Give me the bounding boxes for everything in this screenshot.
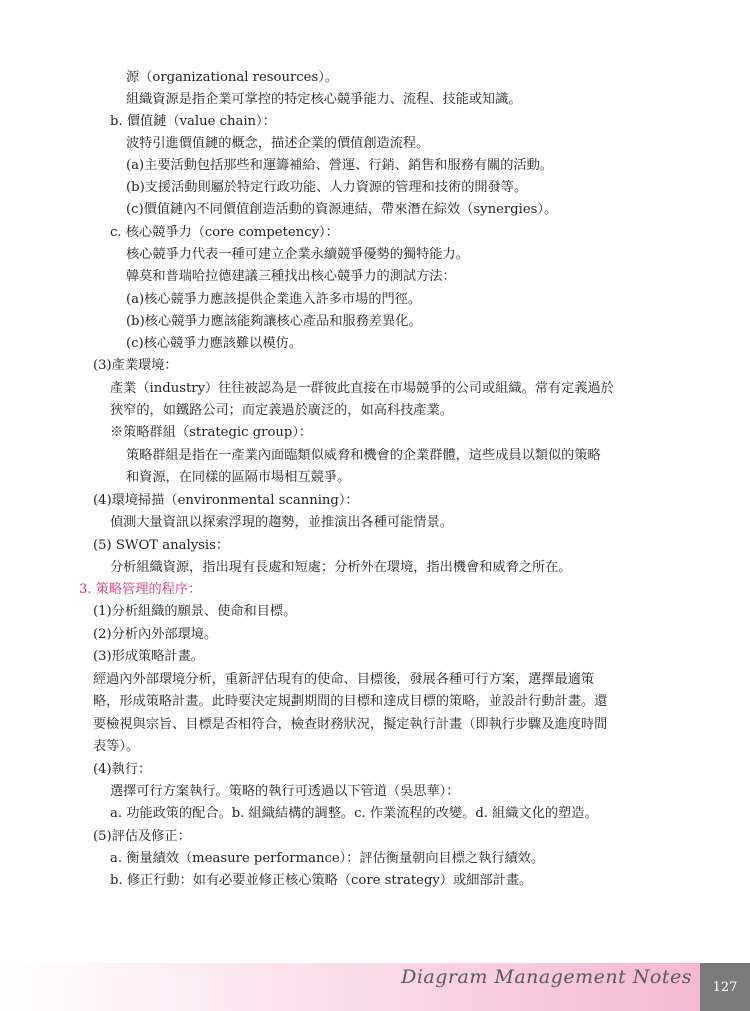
text-line: 分析組織資源，指出現有長處和短處；分析外在環境，指出機會和威脅之所在。 [110, 560, 572, 575]
text-line: (1)分析組織的願景、使命和目標。 [93, 604, 297, 619]
text-line: (b)支援活動則屬於特定行政功能、人力資源的管理和技術的開發等。 [126, 180, 528, 195]
text-line: (5)評估及修正： [93, 829, 191, 844]
text-line: 核心競爭力代表一種可建立企業永續競爭優勢的獨特能力。 [126, 247, 469, 262]
text-line: b. 修正行動：如有必要並修正核心策略（core strategy）或細部計畫。 [110, 873, 533, 888]
text-line: (4)環境掃描（environmental scanning）： [93, 493, 359, 508]
text-line: 偵測大量資訊以探索浮現的趨勢，並推演出各種可能情景。 [110, 515, 453, 530]
text-line: 略，形成策略計畫。此時要決定規劃期間的目標和達成目標的策略，並設計行動計畫。還 [93, 694, 608, 709]
text-line: a. 衡量績效（measure performance）：評估衡量朝向目標之執行績效。 [110, 851, 545, 866]
text-line: 選擇可行方案執行。策略的執行可透過以下管道（吳思華）： [110, 784, 460, 799]
text-line: b. 價值鏈（value chain）： [110, 114, 276, 129]
text-line: 產業（industry）往往被認為是一群彼此直接在市場競爭的公司或組織。常有定義過於 [110, 381, 614, 396]
text-line: ※策略群組（strategic group）： [110, 425, 313, 440]
text-line: 狹窄的，如鐵路公司；而定義過於廣泛的，如高科技產業。 [110, 403, 453, 418]
text-line: (c)核心競爭力應該難以模仿。 [126, 336, 302, 351]
text-line: (c)價值鏈內不同價值創造活動的資源連結，帶來潛在綜效（synergies）。 [126, 202, 558, 217]
text-line: a. 功能政策的配合。b. 組織結構的調整。c. 作業流程的改變。d. 組織文化的塑造。 [110, 806, 598, 821]
section-heading: 3. 策略管理的程序： [79, 582, 202, 597]
footer-title: Diagram Management Notes [401, 966, 692, 988]
text-line: (2)分析內外部環境。 [93, 627, 218, 642]
text-line: 策略群組是指在一產業內面臨類似威脅和機會的企業群體，這些成員以類似的策略 [126, 448, 601, 463]
text-line: 要檢視與宗旨、目標是否相符合，檢查財務狀況，擬定執行計畫（即執行步驟及進度時間 [93, 717, 608, 732]
text-line: (a)核心競爭力應該提供企業進入許多市場的門徑。 [126, 292, 422, 307]
text-line: 表等）。 [93, 739, 140, 754]
page-number: 127 [700, 963, 750, 1011]
text-line: 組織資源是指企業可掌控的特定核心競爭能力、流程、技能或知識。 [126, 92, 522, 107]
text-line: (a)主要活動包括那些和運籌補給、營運、行銷、銷售和服務有關的活動。 [126, 158, 553, 173]
text-line: 和資源，在同樣的區隔市場相互競爭。 [126, 470, 351, 485]
text-line: (4)執行： [93, 762, 152, 777]
text-line: 經過內外部環境分析，重新評估現有的使命、目標後，發展各種可行方案，選擇最適策 [93, 672, 595, 687]
text-line: c. 核心競爭力（core competency）： [110, 225, 339, 240]
text-line: (3)產業環境： [93, 358, 178, 373]
text-line: 韓莫和普瑞哈拉德建議三種找出核心競爭力的測試方法： [126, 269, 456, 284]
text-line: 源（organizational resources）。 [126, 70, 339, 85]
text-line: (b)核心競爭力應該能夠讓核心產品和服務差異化。 [126, 314, 422, 329]
text-line: (5) SWOT analysis： [93, 538, 230, 553]
text-line: (3)形成策略計畫。 [93, 649, 204, 664]
text-line: 波特引進價值鏈的概念，描述企業的價值創造流程。 [126, 136, 430, 151]
